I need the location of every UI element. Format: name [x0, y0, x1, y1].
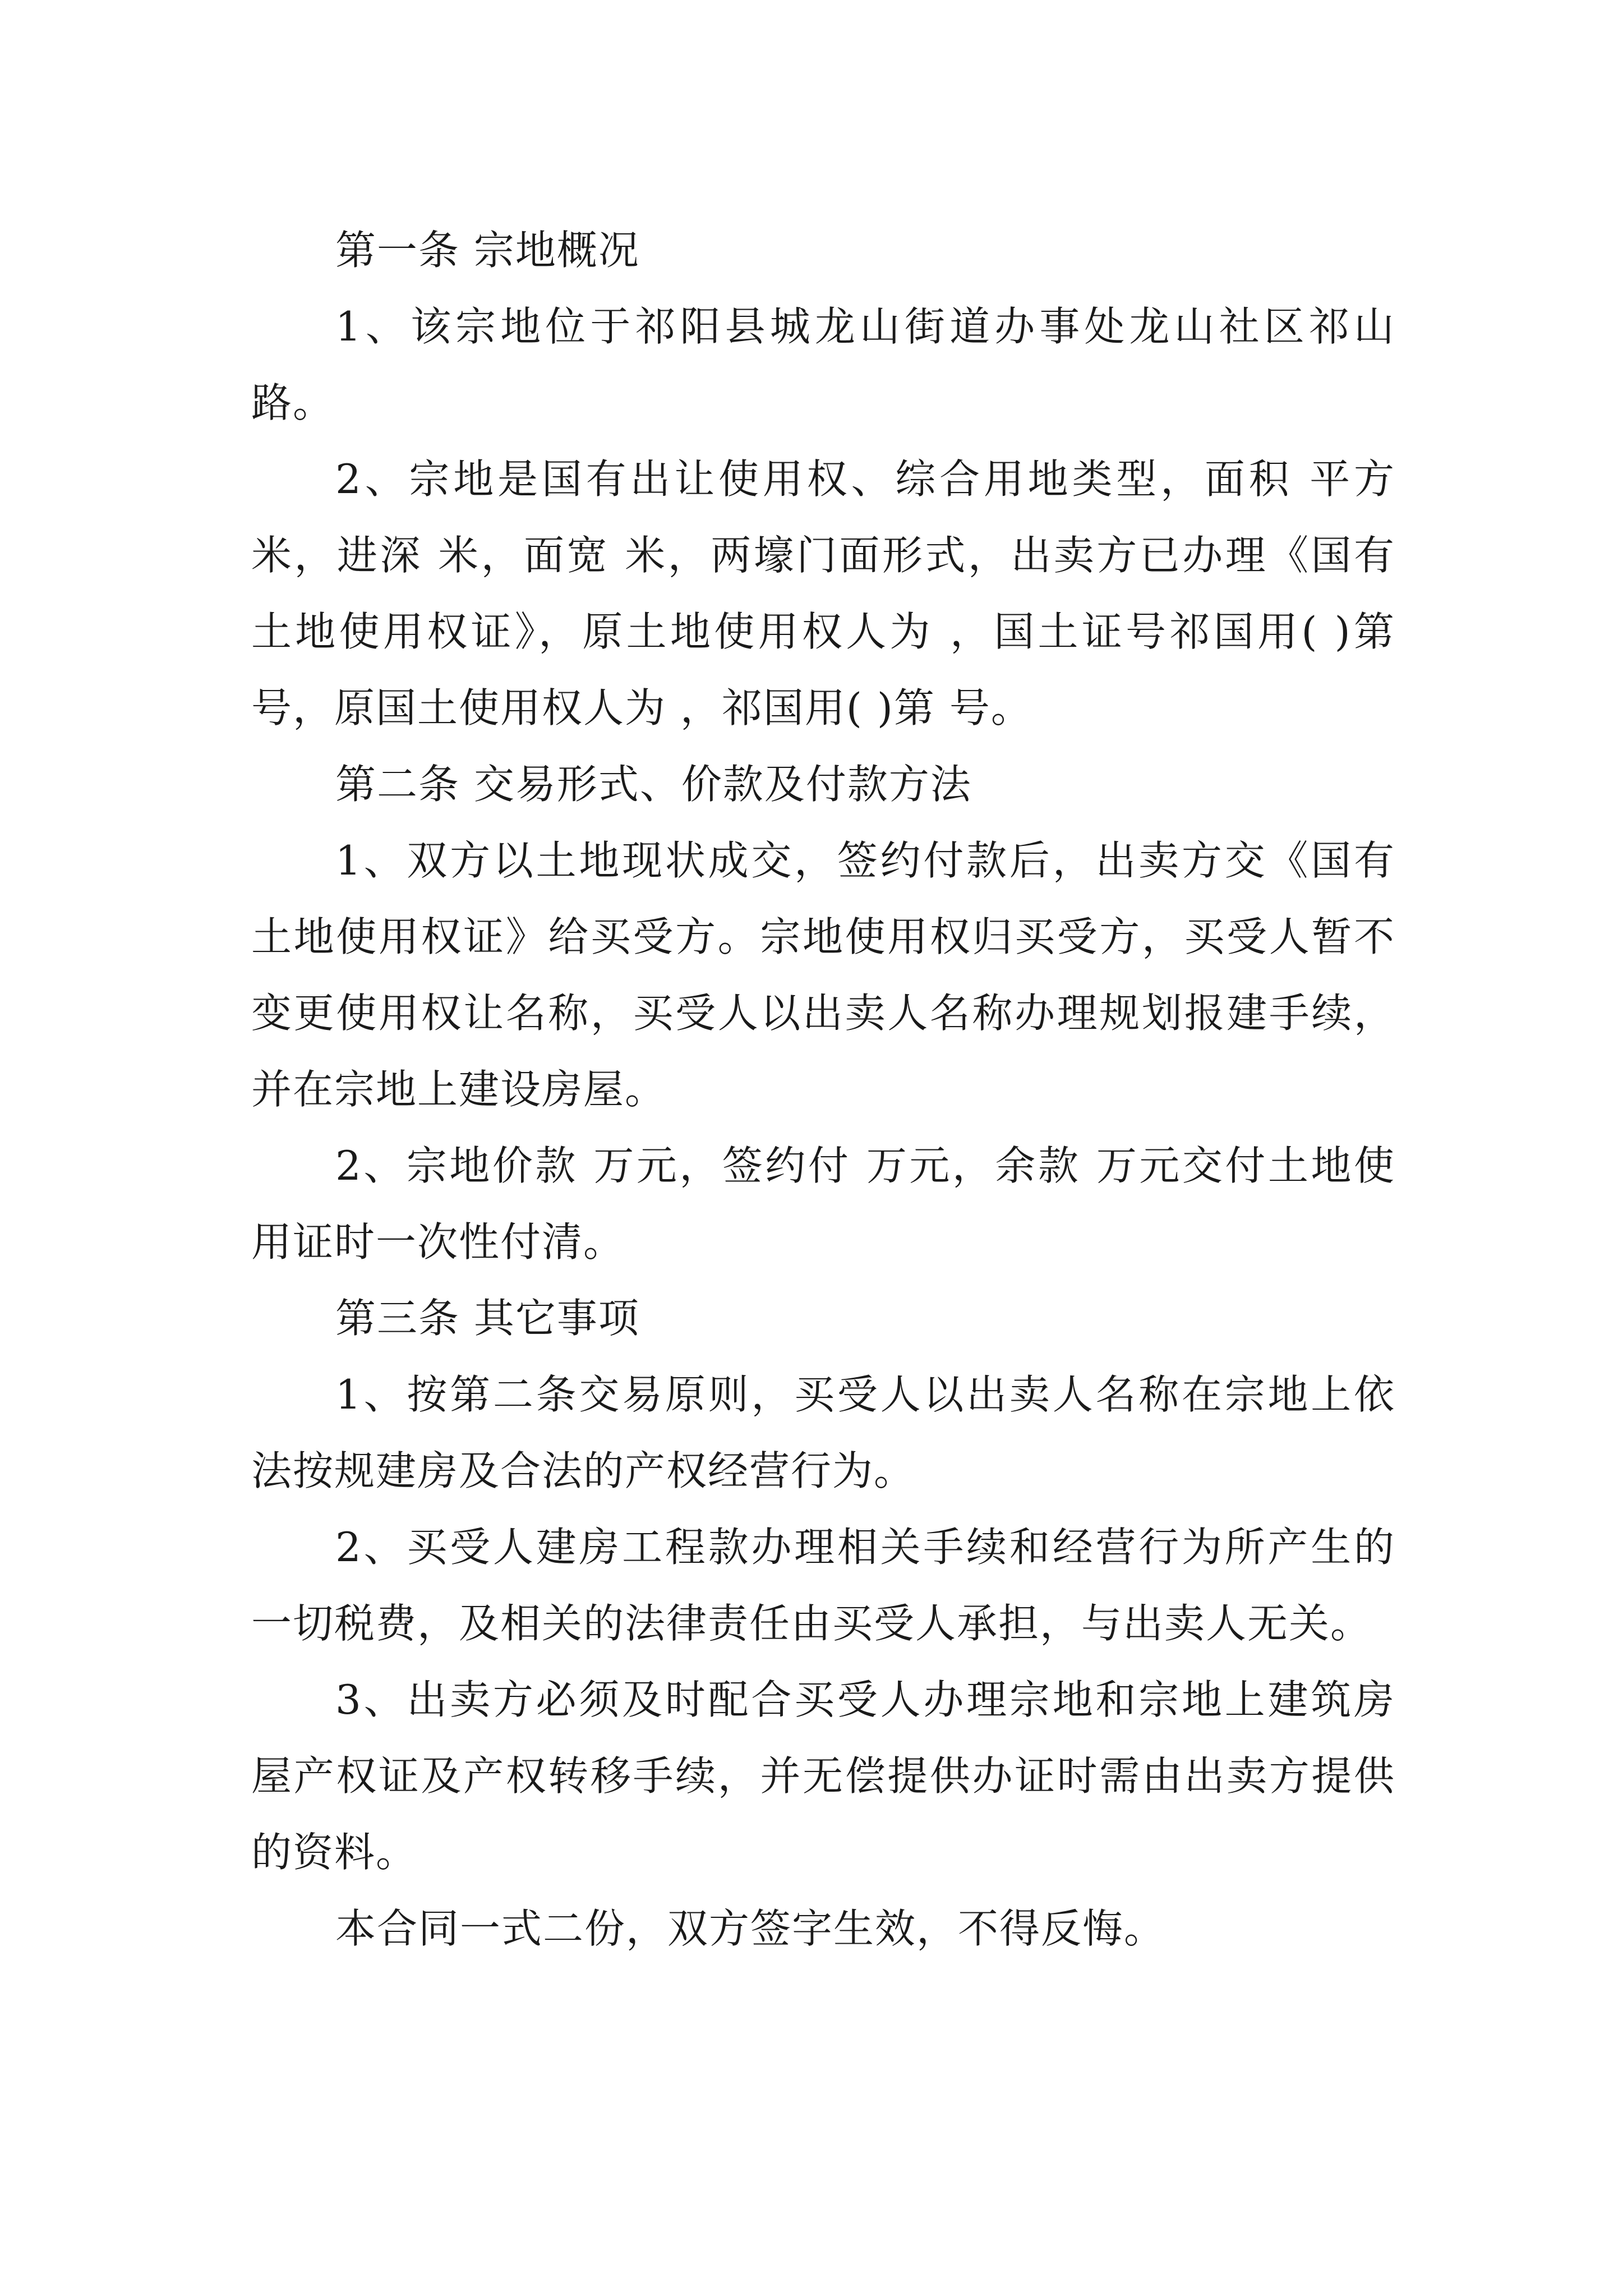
article-1-clause-1: 1、该宗地位于祁阳县城龙山街道办事处龙山社区祁山路。: [251, 303, 1395, 426]
article-3-clause-2: 2、买受人建房工程款办理相关手续和经营行为所产生的一切税费，及相关的法律责任由买受人承担，与出卖人无关。: [251, 1524, 1395, 1647]
closing-statement: 本合同一式二份，双方签字生效，不得反悔。: [335, 1905, 1166, 1952]
article-3-heading: 第三条 其它事项: [335, 1295, 640, 1342]
article-3-clause-3: 3、出卖方必须及时配合买受人办理宗地和宗地上建筑房屋产权证及产权转移手续，并无偿提供办证时需由出卖方提供的资料。: [251, 1676, 1395, 1876]
article-3-clause-1: 1、按第二条交易原则，买受人以出卖人名称在宗地上依法按规建房及合法的产权经营行为。: [251, 1371, 1395, 1494]
article-2-clause-2: 2、宗地价款 万元，签约付 万元，余款 万元交付土地使用证时一次性付清。: [251, 1142, 1395, 1266]
article-1-heading: 第一条 宗地概况: [335, 227, 640, 274]
article-1-clause-2: 2、宗地是国有出让使用权、综合用地类型，面积 平方米，进深 米，面宽 米，两壕门面形式，出卖方已办理《国有土地使用权证》，原土地使用权人为 ，国土证号祁国用( )第 号，原国土使用权人为 ，祁国用( )第 号。: [251, 455, 1395, 731]
contract-body: [251, 212, 1395, 1967]
article-2-heading: 第二条 交易形式、价款及付款方法: [335, 761, 972, 808]
article-2-clause-1: 1、双方以土地现状成交，签约付款后，出卖方交《国有土地使用权证》给买受方。宗地使用权归买受方，买受人暂不变更使用权让名称，买受人以出卖人名称办理规划报建手续，并在宗地上建设房屋。: [251, 837, 1395, 1113]
